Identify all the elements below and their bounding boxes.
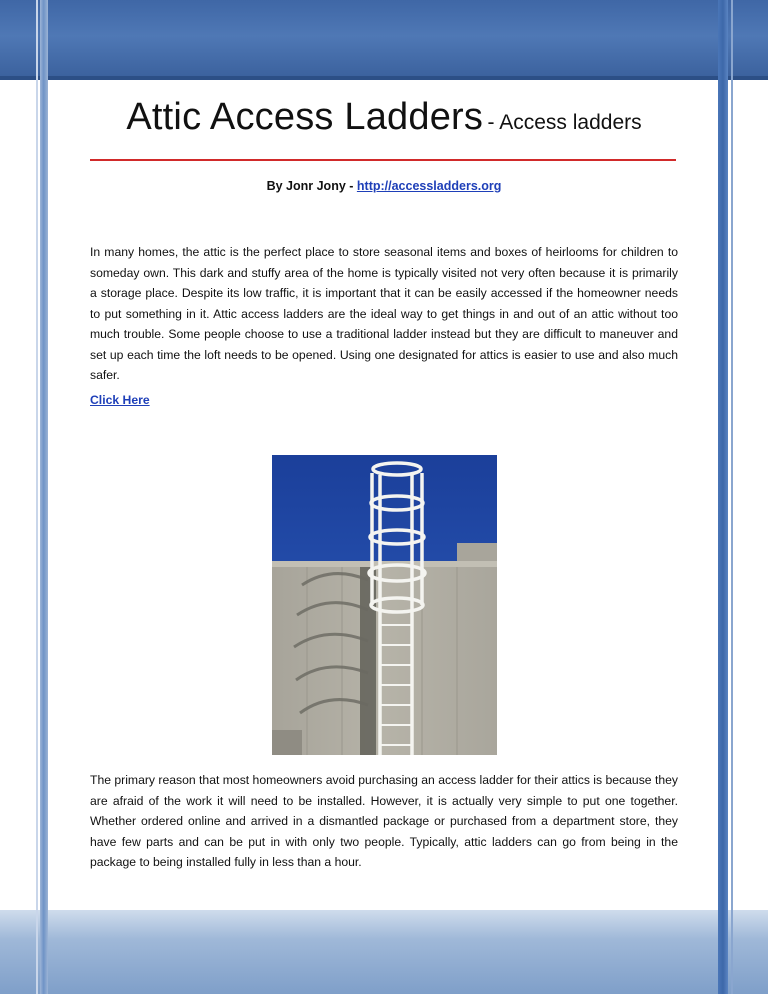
title-subtitle: - Access ladders [487, 111, 642, 134]
top-header-band [0, 0, 768, 80]
title-divider [90, 159, 676, 161]
byline [90, 179, 678, 193]
title-main: Attic Access Ladders [126, 96, 484, 138]
paragraph-installation: The primary reason that most homeowners avoid purchasing an access ladder for their attics is because they are afraid of the work it will need to be installed. However, it is actually very simple to put one together. Whether ordered online and arrived in a dismantled package or purchased from a department store, they have few parts and can be put in with only two people. Typically, attic ladders can go from being in the package to being installed fully in less than a hour. [90, 773, 678, 869]
left-margin-bar [40, 0, 48, 994]
ladder-photo [272, 455, 497, 755]
paragraph-intro: In many homes, the attic is the perfect place to store seasonal items and boxes of heirlooms for children to someday own. This dark and stuffy area of the home is typically visited not very often because it is primarily a storage place. Despite its low traffic, it is important that it can be easily accessed if the homeowner needs to put something in it. Attic access ladders are the ideal way to get things in and out of an attic without too much trouble. Some people choose to use a traditional ladder instead but they are difficult to maneuver and set up each time the loft needs to be opened. Using one designated for attics is easier to use and also much safer. [90, 245, 678, 382]
right-margin-bar [718, 0, 728, 994]
byline-link[interactable]: http://accessladders.org [356, 179, 502, 193]
bottom-footer-band [0, 910, 768, 994]
click-here-link[interactable]: Click Here [90, 393, 150, 407]
document-title [90, 96, 678, 139]
byline-author: By Jonr Jony - [266, 179, 357, 193]
right-margin-line [731, 0, 733, 994]
left-margin-line [36, 0, 38, 994]
